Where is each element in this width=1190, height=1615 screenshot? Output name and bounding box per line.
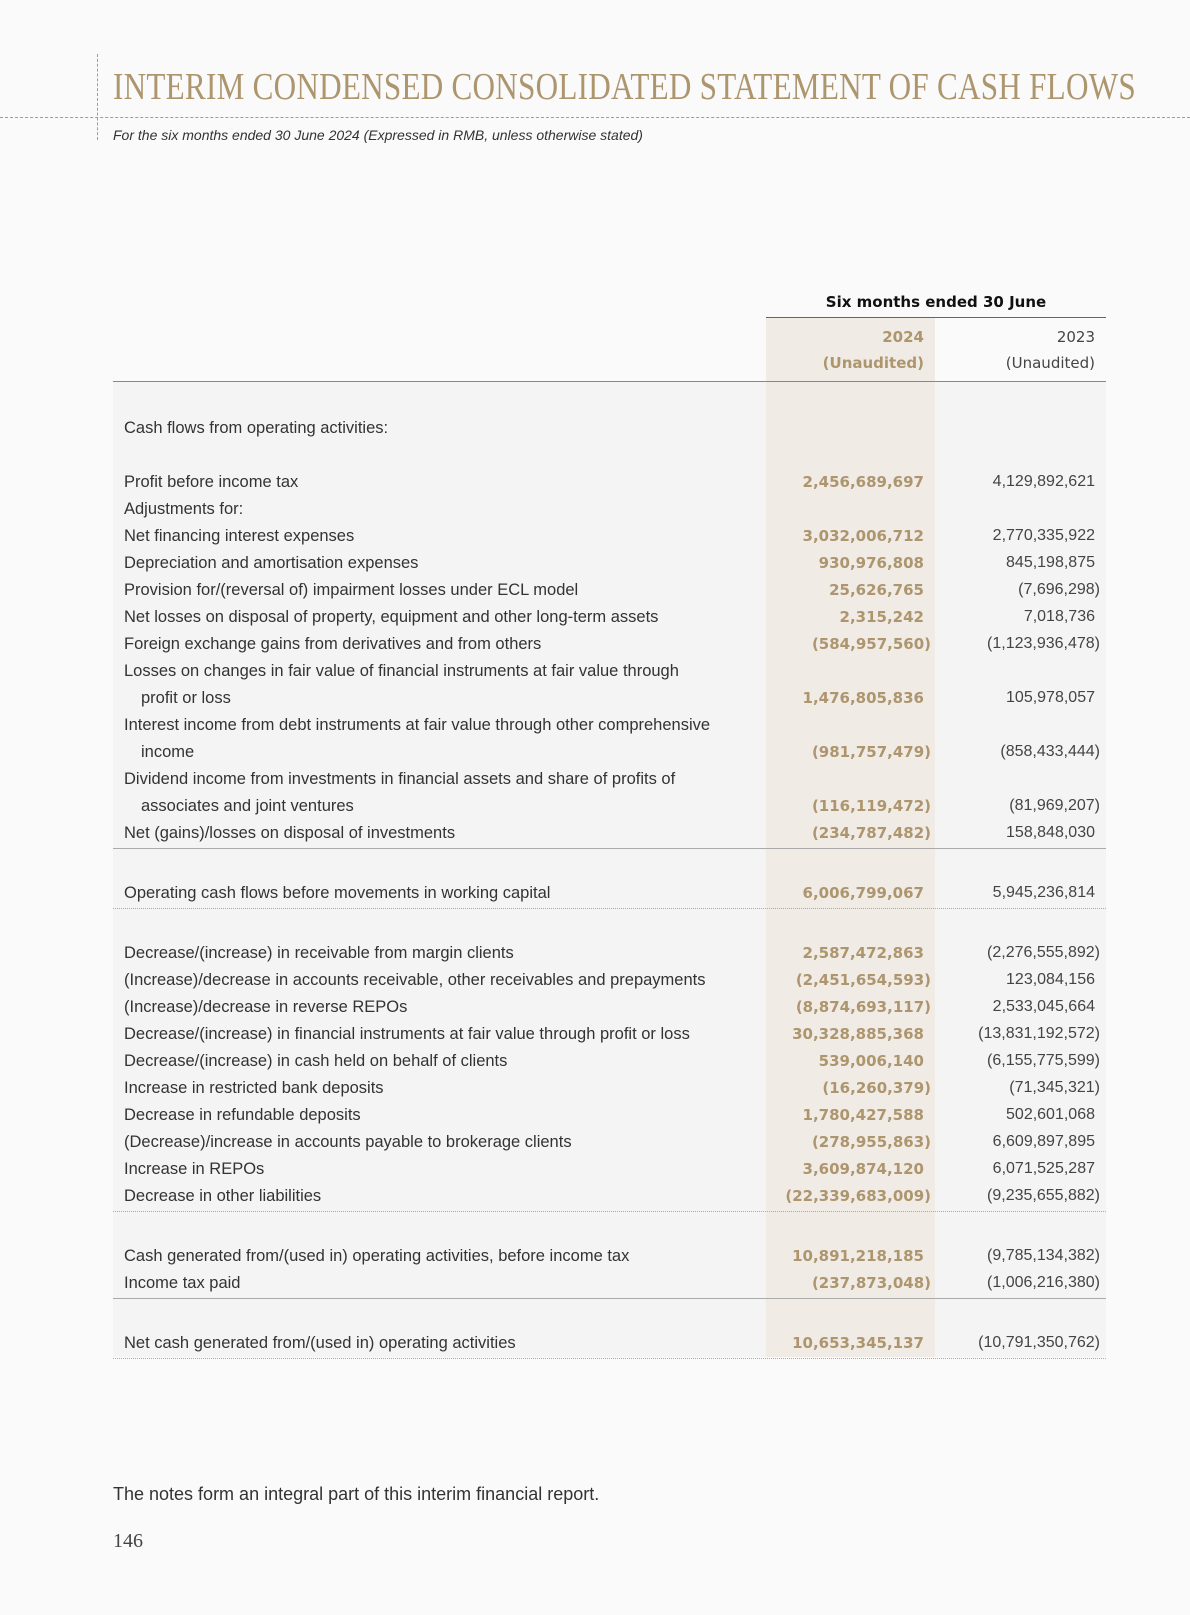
row-label: Decrease in other liabilities	[124, 1187, 322, 1205]
value-2023: (6,155,775,599)	[987, 1052, 1100, 1069]
row-label: Provision for/(reversal of) impairment losses under ECL model	[124, 581, 579, 599]
table-row	[113, 1076, 1106, 1103]
row-label: Decrease/(increase) in cash held on behalf of clients	[124, 1052, 508, 1070]
row-label: (Decrease)/increase in accounts payable to brokerage clients	[124, 1133, 572, 1151]
row-label: Operating cash flows before movements in working capital	[124, 884, 551, 902]
value-2024: (2,451,654,593)	[795, 971, 931, 989]
value-2023: 6,071,525,287	[992, 1160, 1095, 1177]
row-label: Net (gains)/losses on disposal of investments	[124, 824, 456, 842]
value-2024: 3,609,874,120	[802, 1160, 924, 1178]
table-row	[113, 1103, 1106, 1130]
row-label: associates and joint ventures	[141, 797, 354, 815]
row-label: profit or loss	[141, 689, 231, 707]
value-2023: (81,969,207)	[1009, 797, 1100, 814]
page-title: INTERIM CONDENSED CONSOLIDATED STATEMENT OF CASH FLOWS	[113, 66, 1136, 108]
row-label: Decrease in refundable deposits	[124, 1106, 361, 1124]
row-label: Net financing interest expenses	[124, 527, 355, 545]
value-2024: (981,757,479)	[811, 743, 931, 761]
table-row	[113, 941, 1106, 968]
table-row	[113, 1130, 1106, 1157]
table-row	[113, 995, 1106, 1022]
value-2023: (858,433,444)	[1000, 743, 1100, 760]
table-row	[113, 416, 1106, 443]
table-row	[113, 470, 1106, 497]
value-2024: 2,456,689,697	[802, 473, 924, 491]
row-label: income	[141, 743, 195, 761]
prior-year-header: 2023	[1056, 328, 1095, 346]
table-row	[113, 1049, 1106, 1076]
value-2024: (8,874,693,117)	[795, 998, 931, 1016]
table-row	[113, 1244, 1106, 1271]
value-2024: 1,476,805,836	[802, 689, 924, 707]
value-2023: (10,791,350,762)	[978, 1334, 1100, 1351]
value-2024: 1,780,427,588	[802, 1106, 924, 1124]
period-heading: Six months ended 30 June	[825, 293, 1047, 311]
value-2023: 5,945,236,814	[992, 884, 1095, 901]
row-label: Increase in restricted bank deposits	[124, 1079, 384, 1097]
table-row	[113, 524, 1106, 551]
value-2024: (584,957,560)	[811, 635, 931, 653]
table-row	[113, 1184, 1106, 1212]
footnote: The notes form an integral part of this interim financial report.	[113, 1484, 600, 1504]
value-2023: (1,123,936,478)	[987, 635, 1100, 652]
value-2023: (2,276,555,892)	[987, 944, 1100, 961]
value-2023: (7,696,298)	[1018, 581, 1100, 598]
value-2023: 123,084,156	[1006, 971, 1095, 988]
value-2023: 7,018,736	[1023, 608, 1095, 625]
value-2023: 6,609,897,895	[992, 1133, 1095, 1150]
value-2024: 10,891,218,185	[792, 1247, 924, 1265]
row-label: Cash flows from operating activities:	[124, 419, 389, 437]
value-2024: (278,955,863)	[811, 1133, 931, 1151]
table-row	[113, 1022, 1106, 1049]
table-row	[113, 713, 1106, 740]
value-2024: (237,873,048)	[811, 1274, 931, 1292]
row-label: Increase in REPOs	[124, 1160, 265, 1178]
value-2024: 6,006,799,067	[802, 884, 924, 902]
decorative-horizontal-dash	[0, 117, 1190, 118]
value-2023: (13,831,192,572)	[978, 1025, 1100, 1042]
row-label: (Increase)/decrease in reverse REPOs	[124, 998, 408, 1016]
page-subtitle: For the six months ended 30 June 2024 (Expressed in RMB, unless otherwise stated)	[113, 127, 643, 143]
row-label: Income tax paid	[124, 1274, 241, 1292]
row-label: Dividend income from investments in financial assets and share of profits of	[124, 770, 676, 788]
table-row-subtotal	[113, 881, 1106, 909]
value-2024: 30,328,885,368	[792, 1025, 924, 1043]
value-2024: (16,260,379)	[822, 1079, 931, 1097]
value-2023: 4,129,892,621	[992, 473, 1095, 490]
table-row	[113, 794, 1106, 821]
row-label: (Increase)/decrease in accounts receivable, other receivables and prepayments	[124, 971, 706, 989]
row-label: Decrease/(increase) in financial instruments at fair value through profit or loss	[124, 1025, 690, 1043]
value-2024: 2,587,472,863	[802, 944, 924, 962]
table-row-total	[113, 1331, 1106, 1359]
table-row	[113, 740, 1106, 767]
current-status-header: (Unaudited)	[822, 354, 924, 372]
value-2024: (22,339,683,009)	[785, 1187, 931, 1205]
value-2024: 10,653,345,137	[792, 1334, 924, 1352]
prior-status-header: (Unaudited)	[1005, 354, 1095, 372]
row-label: Adjustments for:	[124, 500, 244, 518]
table-row	[113, 767, 1106, 794]
row-label: Decrease/(increase) in receivable from margin clients	[124, 944, 514, 962]
value-2023: (1,006,216,380)	[987, 1274, 1100, 1291]
table-row	[113, 686, 1106, 713]
value-2023: (9,785,134,382)	[987, 1247, 1100, 1264]
page-number: 146	[113, 1530, 143, 1552]
value-2023: 2,770,335,922	[992, 527, 1095, 544]
value-2023: (71,345,321)	[1009, 1079, 1100, 1096]
value-2023: 2,533,045,664	[992, 998, 1095, 1015]
value-2024: 25,626,765	[829, 581, 924, 599]
value-2024: (234,787,482)	[811, 824, 931, 842]
row-label: Depreciation and amortisation expenses	[124, 554, 419, 572]
table-row	[113, 632, 1106, 659]
value-2024: 2,315,242	[839, 608, 924, 626]
table-row	[113, 551, 1106, 578]
table-row	[113, 1157, 1106, 1184]
table-row	[113, 659, 1106, 686]
decorative-vertical-dash	[97, 54, 98, 140]
value-2023: 502,601,068	[1006, 1106, 1095, 1123]
table-row	[113, 605, 1106, 632]
table-row	[113, 578, 1106, 605]
table-row	[113, 821, 1106, 849]
value-2023: 105,978,057	[1006, 689, 1095, 706]
row-label: Cash generated from/(used in) operating activities, before income tax	[124, 1247, 630, 1265]
table-row	[113, 497, 1106, 524]
row-label: Net losses on disposal of property, equipment and other long-term assets	[124, 608, 659, 626]
header-rule	[113, 381, 1106, 382]
current-year-header: 2024	[882, 328, 924, 346]
row-label: Profit before income tax	[124, 473, 299, 491]
row-label: Net cash generated from/(used in) operating activities	[124, 1334, 516, 1352]
value-2024: (116,119,472)	[811, 797, 931, 815]
row-label: Interest income from debt instruments at fair value through other comprehensive	[124, 716, 711, 734]
value-2024: 539,006,140	[818, 1052, 924, 1070]
row-label: Foreign exchange gains from derivatives and from others	[124, 635, 542, 653]
value-2023: (9,235,655,882)	[987, 1187, 1100, 1204]
value-2023: 158,848,030	[1006, 824, 1095, 841]
period-heading-rule	[766, 317, 1106, 318]
row-label: Losses on changes in fair value of financial instruments at fair value through	[124, 662, 679, 680]
value-2023: 845,198,875	[1006, 554, 1095, 571]
value-2024: 930,976,808	[818, 554, 924, 572]
table-row	[113, 1271, 1106, 1299]
value-2024: 3,032,006,712	[802, 527, 924, 545]
table-row	[113, 968, 1106, 995]
